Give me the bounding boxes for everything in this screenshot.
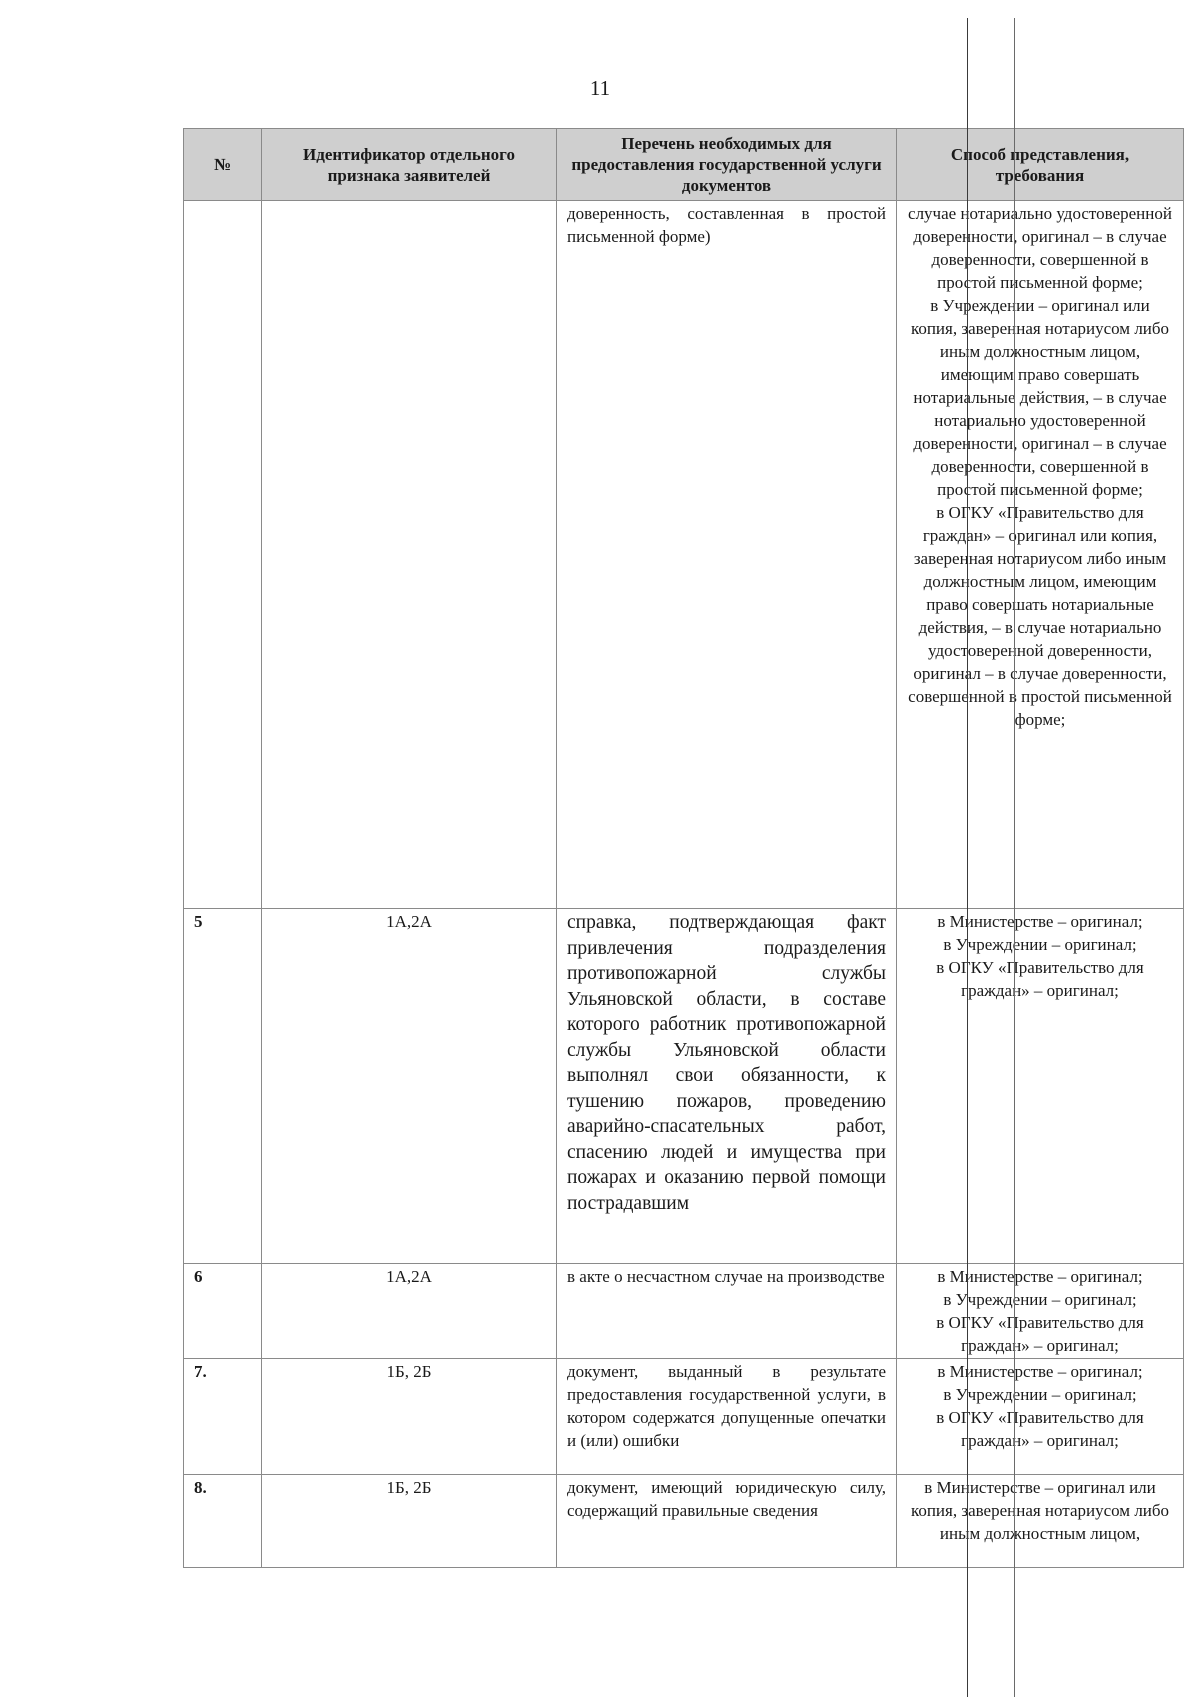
page-number: 11 (589, 76, 611, 100)
table-header-row (184, 129, 1184, 201)
row-documents: документ, имеющий юридическую силу, содержащий правильные сведения (557, 1475, 897, 1568)
table-row (184, 1475, 1184, 1568)
row-method: в Министерстве – оригинал; в Учреждении – оригинал; в ОГКУ «Правительство для граждан» – оригинал; (897, 1264, 1184, 1359)
row-identifier: 1Б, 2Б (262, 1475, 557, 1568)
table-row (184, 1359, 1184, 1475)
row-number: 6 (184, 1264, 262, 1359)
scan-artifact-line (967, 18, 968, 1697)
row-identifier: 1А,2А (262, 1264, 557, 1359)
scan-artifact-line (1014, 18, 1015, 1697)
row-method: в Министерстве – оригинал; в Учреждении – оригинал; в ОГКУ «Правительство для граждан» – оригинал; (897, 1359, 1184, 1475)
table-row (184, 909, 1184, 1264)
row-number: 5 (184, 909, 262, 1264)
header-documents: Перечень необходимых для предоставления государственной услуги документов (557, 129, 897, 201)
row-method: случае нотариально удостоверенной доверенности, оригинал – в случае доверенности, совершенной в простой письменной форме; в Учреждении – оригинал или копия, заверенная нотариусом либо иным должностным лицом, имеющим право совершать нотариальные действия, – в случае нотариально удостоверенной доверенности, оригинал – в случае доверенности, совершенной в простой письменной форме; в ОГКУ «Правительство для граждан» – оригинал или копия, заверенная нотариусом либо иным должностным лицом, имеющим право совершать нотариальные действия, – в случае нотариально удостоверенной доверенности, оригинал – в случае доверенности, совершенной в простой письменной форме; (897, 201, 1184, 909)
row-identifier: 1А,2А (262, 909, 557, 1264)
row-number (184, 201, 262, 909)
row-method: в Министерстве – оригинал; в Учреждении – оригинал; в ОГКУ «Правительство для граждан» – оригинал; (897, 909, 1184, 1264)
table-row (184, 1264, 1184, 1359)
row-documents: справка, подтверждающая факт привлечения подразделения противопожарной службы Ульяновской области, в составе которого работник противопожарной службы Ульяновской области выполнял свои обязанности, к тушению пожаров, проведению аварийно-спасательных работ, спасению людей и имущества при пожарах и оказанию первой помощи пострадавшим (557, 909, 897, 1264)
documents-table (183, 128, 1184, 1568)
row-documents: в акте о несчастном случае на производстве (557, 1264, 897, 1359)
header-number: № (184, 129, 262, 201)
table-row (184, 201, 1184, 909)
header-identifier: Идентификатор отдельного признака заявителей (262, 129, 557, 201)
row-identifier (262, 201, 557, 909)
header-method: Способ представления, требования (897, 129, 1184, 201)
row-identifier: 1Б, 2Б (262, 1359, 557, 1475)
row-number: 8. (184, 1475, 262, 1568)
row-documents: документ, выданный в результате предоставления государственной услуги, в котором содержатся допущенные опечатки и (или) ошибки (557, 1359, 897, 1475)
row-method: в Министерстве – оригинал или копия, заверенная нотариусом либо иным должностным лицом, (897, 1475, 1184, 1568)
row-number: 7. (184, 1359, 262, 1475)
row-documents: доверенность, составленная в простой письменной форме) (557, 201, 897, 909)
